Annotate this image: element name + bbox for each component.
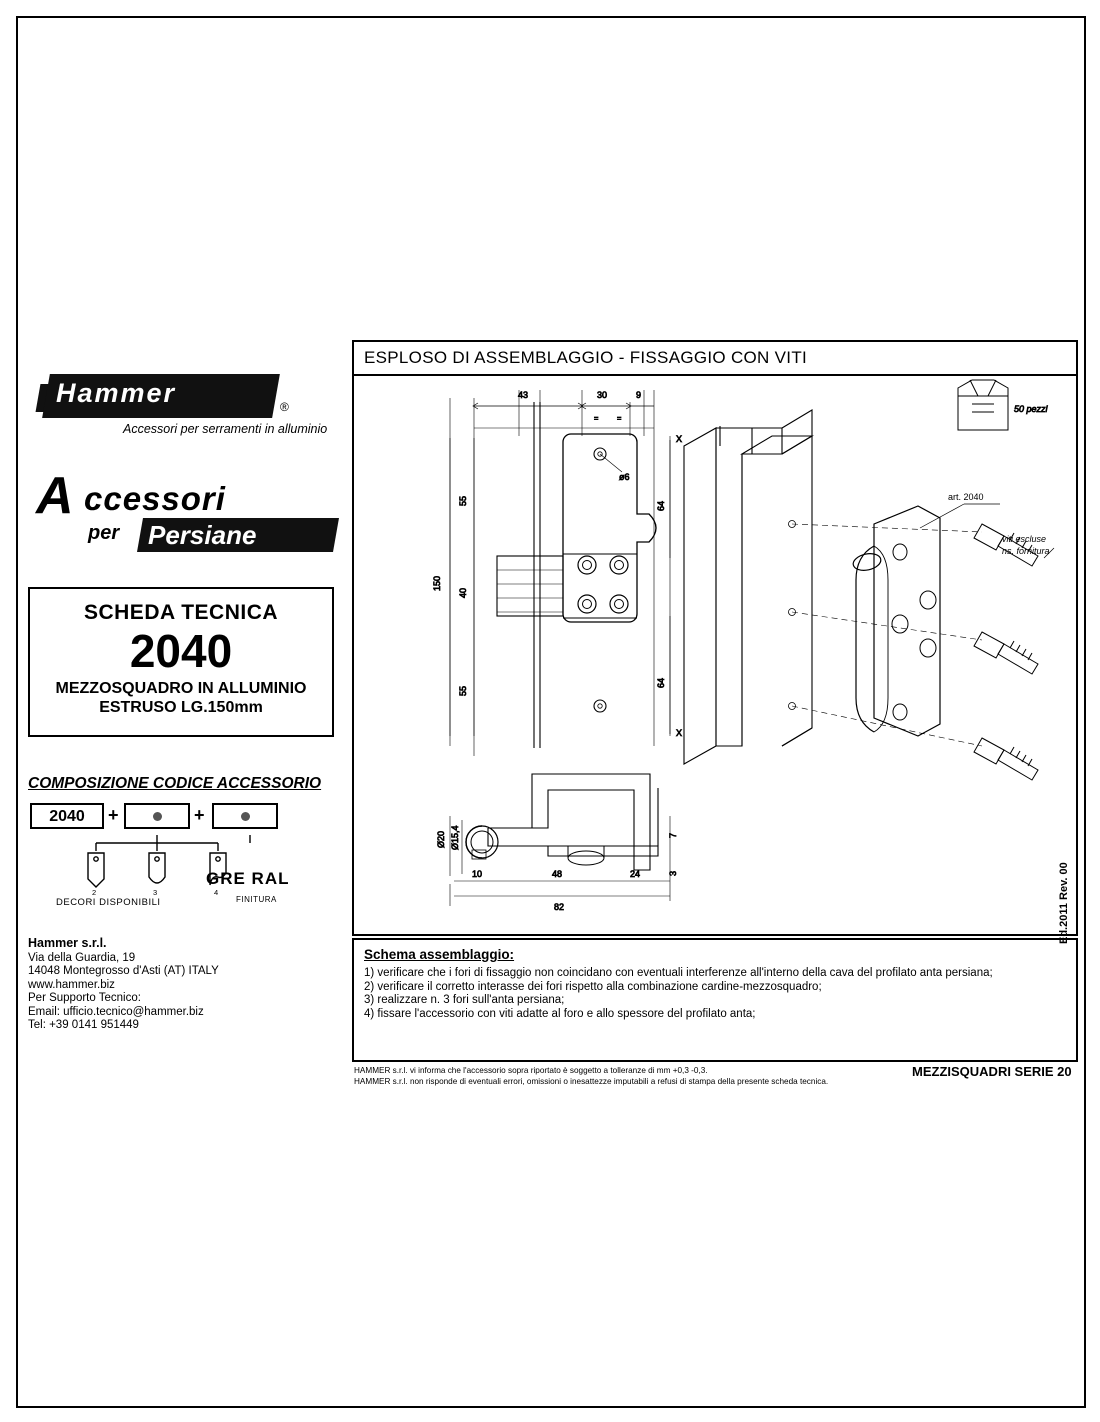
svg-text:=: = (594, 414, 599, 423)
disclaimer-line-1: HAMMER s.r.l. vi informa che l'accessorio sopra riportato è soggetto a tolleranze di mm +0,3 -0,3. (354, 1066, 708, 1075)
svg-text:50 pezzi: 50 pezzi (1014, 404, 1048, 414)
per-word: per (88, 522, 120, 544)
tech-sheet-code: 2040 (129, 625, 233, 677)
plus-sign-2: + (194, 805, 205, 825)
svg-text:ø6: ø6 (619, 472, 630, 482)
svg-text:viti escluse: viti escluse (1002, 534, 1047, 544)
decor-caption: DECORI DISPONIBILI (56, 897, 161, 908)
tech-sheet-desc-1: MEZZOSQUADRO IN ALLUMINIO (55, 680, 307, 697)
svg-text:24: 24 (630, 869, 641, 879)
accessori-per-persiane-logo (28, 467, 328, 575)
company-phone: Tel: +39 0141 951449 (28, 1019, 139, 1031)
persiane-word: Persiane (148, 520, 257, 550)
part-label: art. 2040 (948, 492, 984, 502)
svg-text:3: 3 (153, 888, 158, 897)
hammer-logo (28, 370, 328, 460)
svg-text:Ø20: Ø20 (436, 830, 446, 848)
logo-tagline: Accessori per serramenti in alluminio (123, 422, 328, 436)
svg-text:10: 10 (472, 869, 483, 879)
decor-dot-icon (153, 812, 162, 821)
disclaimer (354, 1066, 914, 1087)
svg-text:48: 48 (552, 869, 563, 879)
schema-step: 1) verificare che i fori di fissaggio non coincidano con eventuali interferenze all'interno della cava del profilato anta persiana; (364, 967, 993, 979)
schema-steps (364, 967, 1064, 1021)
svg-text:82: 82 (554, 902, 565, 912)
series-label: MEZZISQUADRI SERIE 20 (912, 1064, 1072, 1079)
svg-text:X: X (676, 728, 683, 738)
company-web[interactable]: www.hammer.biz (28, 978, 115, 991)
finish-dot-icon (241, 812, 250, 821)
svg-text:64: 64 (656, 677, 666, 688)
company-name: Hammer s.r.l. (28, 936, 107, 950)
composition-base-code: 2040 (30, 803, 104, 829)
company-support-label: Per Supporto Tecnico: (28, 992, 141, 1004)
logo-text: Hammer (56, 378, 177, 408)
composition-legs (28, 835, 328, 913)
tech-sheet-desc-2: ESTRUSO LG.150mm (99, 699, 263, 716)
tech-sheet-box (28, 587, 334, 737)
edition-revision: Ed.2011 Rev. 00 (1058, 862, 1070, 944)
assembly-drawing-panel (352, 340, 1078, 936)
svg-text:4: 4 (214, 888, 219, 897)
svg-text:55: 55 (458, 495, 468, 506)
svg-text:30: 30 (597, 390, 608, 400)
company-city: 14048 Montegrosso d'Asti (AT) ITALY (28, 965, 219, 977)
svg-text:55: 55 (458, 685, 468, 696)
finish-caption: FINITURA (236, 895, 277, 904)
drawing-title: ESPLOSO DI ASSEMBLAGGIO - FISSAGGIO CON VITI (364, 348, 808, 367)
schema-step: 4) fissare l'accessorio con viti adatte al foro e allo spessore del profilato anta; (364, 1007, 756, 1020)
accessori-word: ccessori (84, 480, 226, 517)
accessori-initial: A (36, 467, 74, 525)
svg-text:40: 40 (458, 587, 468, 598)
schema-step: 2) verificare il corretto interasse dei fori rispetto alla combinazione cardine-mezzosquadro; (364, 980, 822, 993)
tech-sheet-title: SCHEDA TECNICA (83, 601, 279, 624)
company-street: Via della Guardia, 19 (28, 951, 136, 964)
svg-text:43: 43 (518, 390, 529, 400)
left-column (28, 370, 338, 1033)
finish-values: GRE RAL (206, 869, 290, 888)
svg-text:X: X (676, 434, 683, 444)
svg-text:=: = (617, 414, 622, 423)
drawing-canvas (354, 376, 1072, 932)
plus-sign-1: + (108, 805, 119, 825)
composition-code-row (28, 803, 328, 833)
composition-title: COMPOSIZIONE CODICE ACCESSORIO (28, 775, 322, 792)
svg-text:7: 7 (668, 832, 678, 838)
svg-text:3: 3 (668, 870, 678, 876)
svg-text:9: 9 (636, 390, 642, 400)
svg-text:150: 150 (432, 575, 442, 591)
registered-mark: ® (280, 400, 289, 414)
svg-text:2: 2 (92, 888, 97, 897)
assembly-schema-panel (352, 938, 1078, 1062)
company-email[interactable]: Email: ufficio.tecnico@hammer.biz (28, 1005, 204, 1018)
composition-decor-slot (124, 803, 190, 829)
svg-text:ns. fornitura: ns. fornitura (1002, 546, 1050, 556)
composition-finish-slot (212, 803, 278, 829)
disclaimer-line-2: HAMMER s.r.l. non risponde di eventuali errori, omissioni o inesattezze imputabili a refusi di stampa della presente scheda tecnica. (354, 1076, 829, 1086)
schema-title: Schema assemblaggio: (364, 947, 515, 962)
svg-text:Ø15,4: Ø15,4 (450, 825, 460, 850)
svg-text:64: 64 (656, 500, 666, 511)
company-block (28, 937, 338, 1033)
schema-step: 3) realizzare n. 3 fori sull'anta persiana; (364, 994, 565, 1006)
